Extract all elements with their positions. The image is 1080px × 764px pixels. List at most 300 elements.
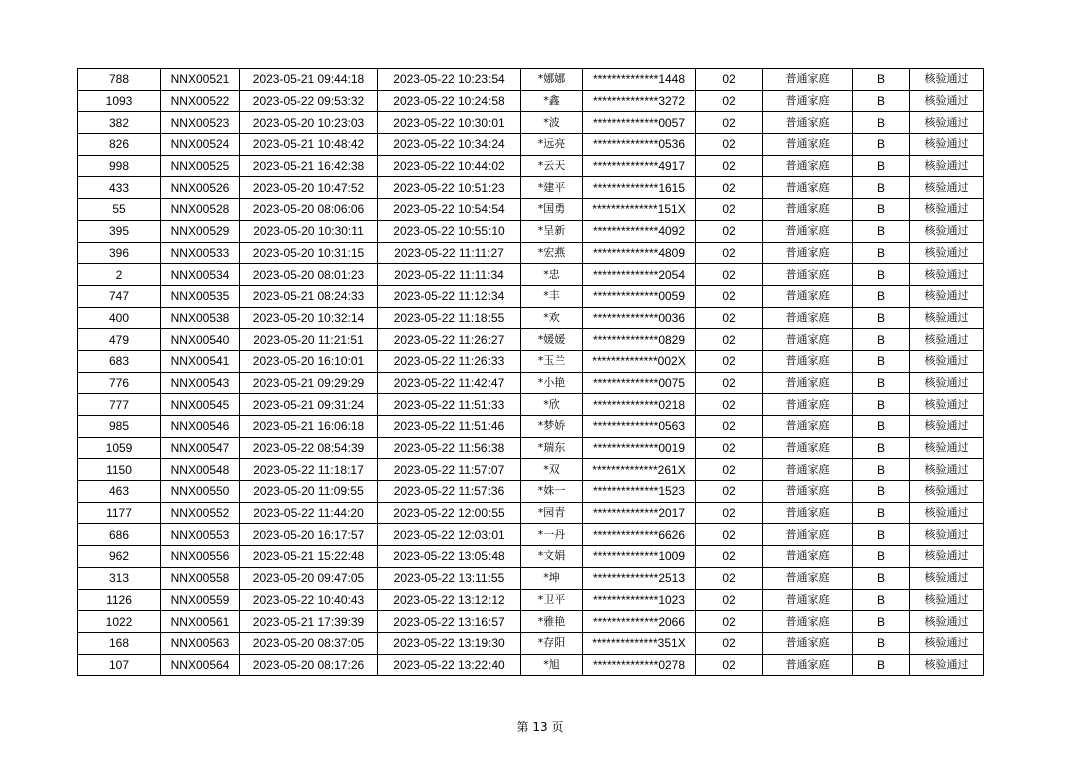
category-cell: 普通家庭 (763, 199, 853, 221)
seq-cell: 788 (78, 69, 161, 91)
table-row (78, 654, 984, 676)
records-table (77, 68, 984, 676)
review-time-cell: 2023-05-22 12:03:01 (378, 524, 521, 546)
category-cell: 普通家庭 (763, 90, 853, 112)
code-cell: 02 (696, 589, 763, 611)
id-cell: NNX00523 (161, 112, 240, 134)
review-time-cell: 2023-05-22 11:26:27 (378, 329, 521, 351)
table-row (78, 589, 984, 611)
grade-cell: B (853, 307, 910, 329)
category-cell: 普通家庭 (763, 329, 853, 351)
table-row (78, 220, 984, 242)
category-cell: 普通家庭 (763, 177, 853, 199)
seq-cell: 776 (78, 372, 161, 394)
code-cell: 02 (696, 329, 763, 351)
id-cell: NNX00550 (161, 481, 240, 503)
status-cell: 核验通过 (910, 220, 984, 242)
table-row (78, 199, 984, 221)
seq-cell: 1022 (78, 611, 161, 633)
table-row (78, 285, 984, 307)
table-row (78, 350, 984, 372)
category-cell: 普通家庭 (763, 155, 853, 177)
status-cell: 核验通过 (910, 437, 984, 459)
category-cell: 普通家庭 (763, 502, 853, 524)
submit-time-cell: 2023-05-21 09:44:18 (240, 69, 378, 91)
table-row (78, 502, 984, 524)
id-number-cell: **************1009 (583, 546, 696, 568)
review-time-cell: 2023-05-22 13:22:40 (378, 654, 521, 676)
seq-cell: 998 (78, 155, 161, 177)
code-cell: 02 (696, 459, 763, 481)
id-cell: NNX00558 (161, 567, 240, 589)
seq-cell: 1059 (78, 437, 161, 459)
name-cell: *坤 (521, 567, 583, 589)
submit-time-cell: 2023-05-20 10:32:14 (240, 307, 378, 329)
review-time-cell: 2023-05-22 11:12:34 (378, 285, 521, 307)
table-row (78, 242, 984, 264)
status-cell: 核验通过 (910, 242, 984, 264)
name-cell: *远亮 (521, 134, 583, 156)
table-row (78, 524, 984, 546)
code-cell: 02 (696, 481, 763, 503)
id-number-cell: **************2054 (583, 264, 696, 286)
id-cell: NNX00556 (161, 546, 240, 568)
status-cell: 核验通过 (910, 394, 984, 416)
status-cell: 核验通过 (910, 69, 984, 91)
status-cell: 核验通过 (910, 329, 984, 351)
grade-cell: B (853, 90, 910, 112)
name-cell: *丰 (521, 285, 583, 307)
seq-cell: 777 (78, 394, 161, 416)
review-time-cell: 2023-05-22 10:51:23 (378, 177, 521, 199)
submit-time-cell: 2023-05-20 08:17:26 (240, 654, 378, 676)
name-cell: *云天 (521, 155, 583, 177)
seq-cell: 985 (78, 416, 161, 438)
name-cell: *存阳 (521, 632, 583, 654)
category-cell: 普通家庭 (763, 394, 853, 416)
submit-time-cell: 2023-05-20 11:21:51 (240, 329, 378, 351)
submit-time-cell: 2023-05-22 09:53:32 (240, 90, 378, 112)
grade-cell: B (853, 546, 910, 568)
id-number-cell: **************6626 (583, 524, 696, 546)
review-time-cell: 2023-05-22 13:11:55 (378, 567, 521, 589)
review-time-cell: 2023-05-22 12:00:55 (378, 502, 521, 524)
id-cell: NNX00552 (161, 502, 240, 524)
name-cell: *姝一 (521, 481, 583, 503)
name-cell: *小艳 (521, 372, 583, 394)
id-number-cell: **************4809 (583, 242, 696, 264)
category-cell: 普通家庭 (763, 459, 853, 481)
category-cell: 普通家庭 (763, 546, 853, 568)
status-cell: 核验通过 (910, 459, 984, 481)
code-cell: 02 (696, 611, 763, 633)
submit-time-cell: 2023-05-21 15:22:48 (240, 546, 378, 568)
status-cell: 核验通过 (910, 502, 984, 524)
id-number-cell: **************3272 (583, 90, 696, 112)
table-row (78, 416, 984, 438)
table-row (78, 437, 984, 459)
name-cell: *欣 (521, 394, 583, 416)
id-number-cell: **************0036 (583, 307, 696, 329)
grade-cell: B (853, 394, 910, 416)
grade-cell: B (853, 350, 910, 372)
id-cell: NNX00559 (161, 589, 240, 611)
id-number-cell: **************261X (583, 459, 696, 481)
submit-time-cell: 2023-05-20 16:17:57 (240, 524, 378, 546)
code-cell: 02 (696, 437, 763, 459)
id-number-cell: **************0536 (583, 134, 696, 156)
name-cell: *鑫 (521, 90, 583, 112)
seq-cell: 168 (78, 632, 161, 654)
seq-cell: 826 (78, 134, 161, 156)
category-cell: 普通家庭 (763, 307, 853, 329)
table-row (78, 329, 984, 351)
grade-cell: B (853, 134, 910, 156)
code-cell: 02 (696, 307, 763, 329)
code-cell: 02 (696, 546, 763, 568)
seq-cell: 2 (78, 264, 161, 286)
table-row (78, 90, 984, 112)
review-time-cell: 2023-05-22 11:11:34 (378, 264, 521, 286)
status-cell: 核验通过 (910, 350, 984, 372)
submit-time-cell: 2023-05-20 08:06:06 (240, 199, 378, 221)
id-cell: NNX00529 (161, 220, 240, 242)
id-cell: NNX00524 (161, 134, 240, 156)
id-number-cell: **************0563 (583, 416, 696, 438)
id-cell: NNX00525 (161, 155, 240, 177)
name-cell: *宏燕 (521, 242, 583, 264)
submit-time-cell: 2023-05-21 08:24:33 (240, 285, 378, 307)
category-cell: 普通家庭 (763, 350, 853, 372)
review-time-cell: 2023-05-22 10:34:24 (378, 134, 521, 156)
id-number-cell: **************0278 (583, 654, 696, 676)
id-cell: NNX00541 (161, 350, 240, 372)
name-cell: *卫平 (521, 589, 583, 611)
submit-time-cell: 2023-05-22 11:18:17 (240, 459, 378, 481)
category-cell: 普通家庭 (763, 220, 853, 242)
id-number-cell: **************1615 (583, 177, 696, 199)
table-row (78, 632, 984, 654)
code-cell: 02 (696, 220, 763, 242)
status-cell: 核验通过 (910, 481, 984, 503)
table-row (78, 394, 984, 416)
grade-cell: B (853, 112, 910, 134)
id-cell: NNX00563 (161, 632, 240, 654)
id-number-cell: **************351X (583, 632, 696, 654)
name-cell: *雅艳 (521, 611, 583, 633)
id-cell: NNX00553 (161, 524, 240, 546)
grade-cell: B (853, 69, 910, 91)
status-cell: 核验通过 (910, 134, 984, 156)
seq-cell: 683 (78, 350, 161, 372)
category-cell: 普通家庭 (763, 285, 853, 307)
status-cell: 核验通过 (910, 199, 984, 221)
review-time-cell: 2023-05-22 13:19:30 (378, 632, 521, 654)
submit-time-cell: 2023-05-21 17:39:39 (240, 611, 378, 633)
id-number-cell: **************4092 (583, 220, 696, 242)
id-number-cell: **************2017 (583, 502, 696, 524)
id-number-cell: **************0019 (583, 437, 696, 459)
grade-cell: B (853, 567, 910, 589)
grade-cell: B (853, 437, 910, 459)
seq-cell: 433 (78, 177, 161, 199)
seq-cell: 463 (78, 481, 161, 503)
submit-time-cell: 2023-05-21 16:06:18 (240, 416, 378, 438)
table-row (78, 177, 984, 199)
id-number-cell: **************0075 (583, 372, 696, 394)
name-cell: *娜娜 (521, 69, 583, 91)
id-cell: NNX00534 (161, 264, 240, 286)
id-cell: NNX00528 (161, 199, 240, 221)
code-cell: 02 (696, 372, 763, 394)
id-number-cell: **************0057 (583, 112, 696, 134)
id-number-cell: **************0218 (583, 394, 696, 416)
review-time-cell: 2023-05-22 10:44:02 (378, 155, 521, 177)
status-cell: 核验通过 (910, 632, 984, 654)
submit-time-cell: 2023-05-20 10:23:03 (240, 112, 378, 134)
id-cell: NNX00522 (161, 90, 240, 112)
code-cell: 02 (696, 524, 763, 546)
code-cell: 02 (696, 350, 763, 372)
table-row (78, 307, 984, 329)
seq-cell: 107 (78, 654, 161, 676)
table-row (78, 459, 984, 481)
name-cell: *梦娇 (521, 416, 583, 438)
code-cell: 02 (696, 242, 763, 264)
status-cell: 核验通过 (910, 155, 984, 177)
review-time-cell: 2023-05-22 11:57:36 (378, 481, 521, 503)
table-body (78, 69, 984, 676)
name-cell: *欢 (521, 307, 583, 329)
review-time-cell: 2023-05-22 11:26:33 (378, 350, 521, 372)
grade-cell: B (853, 481, 910, 503)
submit-time-cell: 2023-05-20 10:30:11 (240, 220, 378, 242)
code-cell: 02 (696, 155, 763, 177)
id-cell: NNX00535 (161, 285, 240, 307)
table-row (78, 372, 984, 394)
name-cell: *波 (521, 112, 583, 134)
table-row (78, 69, 984, 91)
submit-time-cell: 2023-05-20 11:09:55 (240, 481, 378, 503)
category-cell: 普通家庭 (763, 134, 853, 156)
submit-time-cell: 2023-05-20 09:47:05 (240, 567, 378, 589)
category-cell: 普通家庭 (763, 416, 853, 438)
id-number-cell: **************1448 (583, 69, 696, 91)
name-cell: *国勇 (521, 199, 583, 221)
code-cell: 02 (696, 632, 763, 654)
code-cell: 02 (696, 112, 763, 134)
status-cell: 核验通过 (910, 546, 984, 568)
review-time-cell: 2023-05-22 13:05:48 (378, 546, 521, 568)
id-number-cell: **************4917 (583, 155, 696, 177)
status-cell: 核验通过 (910, 112, 984, 134)
id-cell: NNX00526 (161, 177, 240, 199)
grade-cell: B (853, 220, 910, 242)
table-row (78, 481, 984, 503)
status-cell: 核验通过 (910, 589, 984, 611)
code-cell: 02 (696, 264, 763, 286)
id-number-cell: **************002X (583, 350, 696, 372)
table-row (78, 546, 984, 568)
status-cell: 核验通过 (910, 372, 984, 394)
category-cell: 普通家庭 (763, 437, 853, 459)
review-time-cell: 2023-05-22 10:30:01 (378, 112, 521, 134)
submit-time-cell: 2023-05-20 16:10:01 (240, 350, 378, 372)
review-time-cell: 2023-05-22 11:51:46 (378, 416, 521, 438)
table-row (78, 567, 984, 589)
category-cell: 普通家庭 (763, 567, 853, 589)
review-time-cell: 2023-05-22 10:55:10 (378, 220, 521, 242)
code-cell: 02 (696, 285, 763, 307)
seq-cell: 962 (78, 546, 161, 568)
submit-time-cell: 2023-05-22 10:40:43 (240, 589, 378, 611)
status-cell: 核验通过 (910, 654, 984, 676)
name-cell: *呈新 (521, 220, 583, 242)
grade-cell: B (853, 155, 910, 177)
id-cell: NNX00561 (161, 611, 240, 633)
status-cell: 核验通过 (910, 285, 984, 307)
submit-time-cell: 2023-05-21 16:42:38 (240, 155, 378, 177)
seq-cell: 395 (78, 220, 161, 242)
id-number-cell: **************0059 (583, 285, 696, 307)
grade-cell: B (853, 654, 910, 676)
name-cell: *忠 (521, 264, 583, 286)
category-cell: 普通家庭 (763, 242, 853, 264)
grade-cell: B (853, 502, 910, 524)
submit-time-cell: 2023-05-21 09:31:24 (240, 394, 378, 416)
seq-cell: 400 (78, 307, 161, 329)
category-cell: 普通家庭 (763, 372, 853, 394)
submit-time-cell: 2023-05-20 10:31:15 (240, 242, 378, 264)
id-number-cell: **************1523 (583, 481, 696, 503)
code-cell: 02 (696, 394, 763, 416)
category-cell: 普通家庭 (763, 589, 853, 611)
submit-time-cell: 2023-05-20 08:01:23 (240, 264, 378, 286)
grade-cell: B (853, 416, 910, 438)
seq-cell: 686 (78, 524, 161, 546)
name-cell: *瑞东 (521, 437, 583, 459)
id-cell: NNX00543 (161, 372, 240, 394)
id-cell: NNX00538 (161, 307, 240, 329)
category-cell: 普通家庭 (763, 611, 853, 633)
seq-cell: 313 (78, 567, 161, 589)
table-row (78, 264, 984, 286)
review-time-cell: 2023-05-22 10:24:58 (378, 90, 521, 112)
review-time-cell: 2023-05-22 11:42:47 (378, 372, 521, 394)
seq-cell: 1150 (78, 459, 161, 481)
id-cell: NNX00521 (161, 69, 240, 91)
id-cell: NNX00540 (161, 329, 240, 351)
submit-time-cell: 2023-05-20 10:47:52 (240, 177, 378, 199)
grade-cell: B (853, 177, 910, 199)
grade-cell: B (853, 285, 910, 307)
seq-cell: 55 (78, 199, 161, 221)
status-cell: 核验通过 (910, 567, 984, 589)
review-time-cell: 2023-05-22 11:51:33 (378, 394, 521, 416)
submit-time-cell: 2023-05-21 10:48:42 (240, 134, 378, 156)
name-cell: *媛媛 (521, 329, 583, 351)
review-time-cell: 2023-05-22 11:18:55 (378, 307, 521, 329)
id-number-cell: **************2066 (583, 611, 696, 633)
name-cell: *一丹 (521, 524, 583, 546)
code-cell: 02 (696, 416, 763, 438)
table-row (78, 611, 984, 633)
review-time-cell: 2023-05-22 13:16:57 (378, 611, 521, 633)
seq-cell: 382 (78, 112, 161, 134)
category-cell: 普通家庭 (763, 524, 853, 546)
id-cell: NNX00548 (161, 459, 240, 481)
category-cell: 普通家庭 (763, 481, 853, 503)
category-cell: 普通家庭 (763, 264, 853, 286)
code-cell: 02 (696, 134, 763, 156)
grade-cell: B (853, 372, 910, 394)
review-time-cell: 2023-05-22 13:12:12 (378, 589, 521, 611)
id-number-cell: **************2513 (583, 567, 696, 589)
submit-time-cell: 2023-05-22 11:44:20 (240, 502, 378, 524)
code-cell: 02 (696, 177, 763, 199)
grade-cell: B (853, 611, 910, 633)
code-cell: 02 (696, 199, 763, 221)
grade-cell: B (853, 632, 910, 654)
code-cell: 02 (696, 502, 763, 524)
id-cell: NNX00547 (161, 437, 240, 459)
review-time-cell: 2023-05-22 11:56:38 (378, 437, 521, 459)
table-row (78, 155, 984, 177)
name-cell: *玉兰 (521, 350, 583, 372)
status-cell: 核验通过 (910, 307, 984, 329)
name-cell: *园青 (521, 502, 583, 524)
code-cell: 02 (696, 567, 763, 589)
grade-cell: B (853, 329, 910, 351)
code-cell: 02 (696, 90, 763, 112)
status-cell: 核验通过 (910, 177, 984, 199)
review-time-cell: 2023-05-22 10:23:54 (378, 69, 521, 91)
status-cell: 核验通过 (910, 90, 984, 112)
id-cell: NNX00533 (161, 242, 240, 264)
seq-cell: 1093 (78, 90, 161, 112)
seq-cell: 396 (78, 242, 161, 264)
grade-cell: B (853, 524, 910, 546)
grade-cell: B (853, 459, 910, 481)
table-row (78, 112, 984, 134)
grade-cell: B (853, 589, 910, 611)
code-cell: 02 (696, 654, 763, 676)
name-cell: *旭 (521, 654, 583, 676)
grade-cell: B (853, 264, 910, 286)
submit-time-cell: 2023-05-20 08:37:05 (240, 632, 378, 654)
name-cell: *双 (521, 459, 583, 481)
category-cell: 普通家庭 (763, 69, 853, 91)
id-number-cell: **************1023 (583, 589, 696, 611)
grade-cell: B (853, 242, 910, 264)
category-cell: 普通家庭 (763, 654, 853, 676)
submit-time-cell: 2023-05-21 09:29:29 (240, 372, 378, 394)
status-cell: 核验通过 (910, 264, 984, 286)
grade-cell: B (853, 199, 910, 221)
review-time-cell: 2023-05-22 11:11:27 (378, 242, 521, 264)
id-number-cell: **************0829 (583, 329, 696, 351)
status-cell: 核验通过 (910, 611, 984, 633)
code-cell: 02 (696, 69, 763, 91)
submit-time-cell: 2023-05-22 08:54:39 (240, 437, 378, 459)
table-row (78, 134, 984, 156)
name-cell: *文娟 (521, 546, 583, 568)
seq-cell: 1177 (78, 502, 161, 524)
id-cell: NNX00546 (161, 416, 240, 438)
review-time-cell: 2023-05-22 11:57:07 (378, 459, 521, 481)
seq-cell: 479 (78, 329, 161, 351)
name-cell: *建平 (521, 177, 583, 199)
